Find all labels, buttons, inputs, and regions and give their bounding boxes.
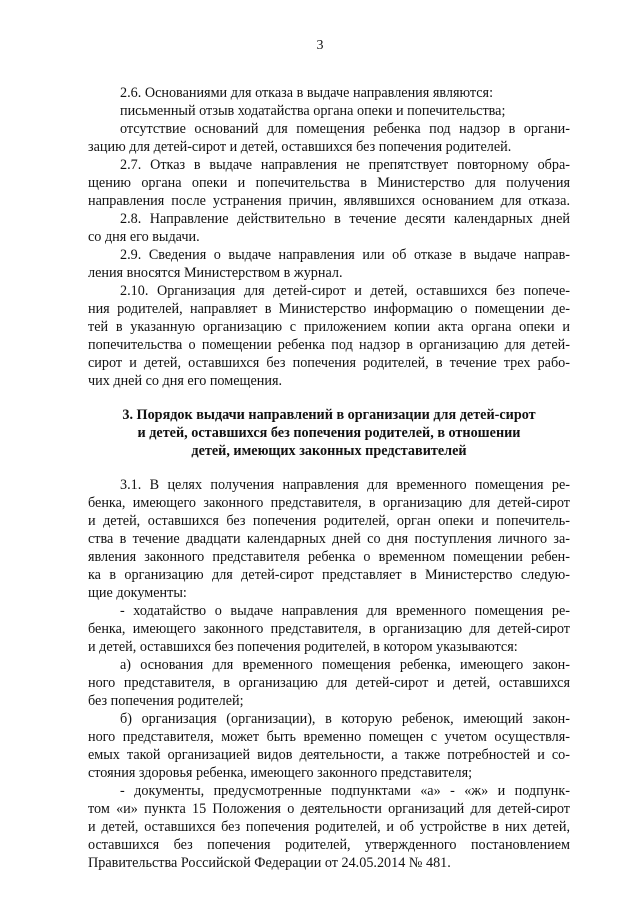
documents-item-line: оставшихся без попечения родителей, утвержденного постановлением — [88, 837, 570, 853]
petition-item-line: - ходатайство о выдаче направления для временного помещения ре- — [120, 603, 570, 619]
paragraph-2-9-line: ления вносятся Министерством в журнал. — [88, 265, 343, 281]
paragraph-2-7-line: 2.7. Отказ в выдаче направления не препятствует повторному обра- — [120, 157, 570, 173]
paragraph-2-6-item-1: письменный отзыв ходатайства органа опеки и попечительства; — [120, 103, 506, 119]
paragraph-2-6-item-2-line: зацию для детей-сирот и детей, оставшихся без попечения родителей. — [88, 139, 512, 155]
paragraph-2-7-line: направления после устранения причин, являвшихся основанием для отказа. — [88, 193, 570, 209]
paragraph-3-1-line: явления законного представителя ребенка о временном помещении ребен- — [88, 549, 570, 565]
petition-item-line: и детей, оставшихся без попечения родителей, в котором указываются: — [88, 639, 518, 655]
paragraph-2-10-line: тей в указанную организацию с приложением копии акта органа опеки и — [88, 319, 570, 335]
documents-item-line: Правительства Российской Федерации от 24.05.2014 № 481. — [88, 855, 451, 871]
subitem-b-line: емых такой организацией видов деятельности, а также потребностей и со- — [88, 747, 570, 763]
paragraph-2-10-line: попечительства о помещении ребенка под надзор в организацию для детей- — [88, 337, 570, 353]
paragraph-2-8-line: 2.8. Направление действительно в течение десяти календарных дней — [120, 211, 570, 227]
paragraph-2-6-item-2-line: отсутствие оснований для помещения ребенка под надзор в органи- — [120, 121, 570, 137]
subitem-b-line: б) организация (организации), в которую ребенок, имеющий закон- — [120, 711, 570, 727]
subitem-a-line: ного представителя, в организацию для детей-сирот и детей, оставшихся — [88, 675, 570, 691]
paragraph-3-1-line: ка в организацию для детей-сирот представляет в Министерство следую- — [88, 567, 570, 583]
documents-item-line: и детей, оставшихся без попечения родителей, и об устройстве в них детей, — [88, 819, 570, 835]
subitem-a-line: без попечения родителей; — [88, 693, 244, 709]
paragraph-3-1-line: и детей, оставшихся без попечения родителей, орган опеки и попечитель- — [88, 513, 570, 529]
paragraph-2-10-line: сирот и детей, оставшихся без попечения родителей, в течение трех рабо- — [88, 355, 570, 371]
section-heading-line: детей, имеющих законных представителей — [191, 443, 467, 459]
paragraph-2-9-line: 2.9. Сведения о выдаче направления или об отказе в выдаче направ- — [120, 247, 570, 263]
subitem-b-line: ного представителя, может быть временно помещен с учетом осуществля- — [88, 729, 570, 745]
paragraph-2-10-line: 2.10. Организация для детей-сирот и детей, оставшихся без попече- — [120, 283, 570, 299]
section-heading-line: 3. Порядок выдачи направлений в организации для детей-сирот — [122, 407, 536, 423]
paragraph-2-10-line: чих дней со дня его помещения. — [88, 373, 283, 389]
subitem-b-line: стояния здоровья ребенка, имеющего законного представителя; — [88, 765, 473, 781]
page-number: 3 — [316, 38, 324, 53]
paragraph-2-6-line: 2.6. Основаниями для отказа в выдаче направления являются: — [120, 85, 494, 101]
paragraph-3-1-line: щие документы: — [88, 585, 187, 601]
section-heading-line: и детей, оставшихся без попечения родителей, в отношении — [137, 425, 521, 441]
paragraph-2-8-line: со дня его выдачи. — [88, 229, 200, 245]
paragraph-3-1-line: бенка, имеющего законного представителя, в организацию для детей-сирот — [88, 495, 570, 511]
documents-item-line: - документы, предусмотренные подпунктами «а» - «ж» и подпунк- — [120, 783, 570, 799]
paragraph-2-7-line: щению органа опеки и попечительства в Министерство для получения — [88, 175, 570, 191]
petition-item-line: бенка, имеющего законного представителя, в организацию для детей-сирот — [88, 621, 570, 637]
paragraph-3-1-line: ства в течение двадцати календарных дней со дня поступления личного за- — [88, 531, 570, 547]
subitem-a-line: а) основания для временного помещения ребенка, имеющего закон- — [120, 657, 570, 673]
paragraph-3-1-line: 3.1. В целях получения направления для временного помещения ре- — [120, 477, 570, 493]
paragraph-2-10-line: ния родителей, направляет в Министерство информацию о помещении де- — [88, 301, 570, 317]
documents-item-line: том «и» пункта 15 Положения о деятельности организаций для детей-сирот — [88, 801, 570, 817]
